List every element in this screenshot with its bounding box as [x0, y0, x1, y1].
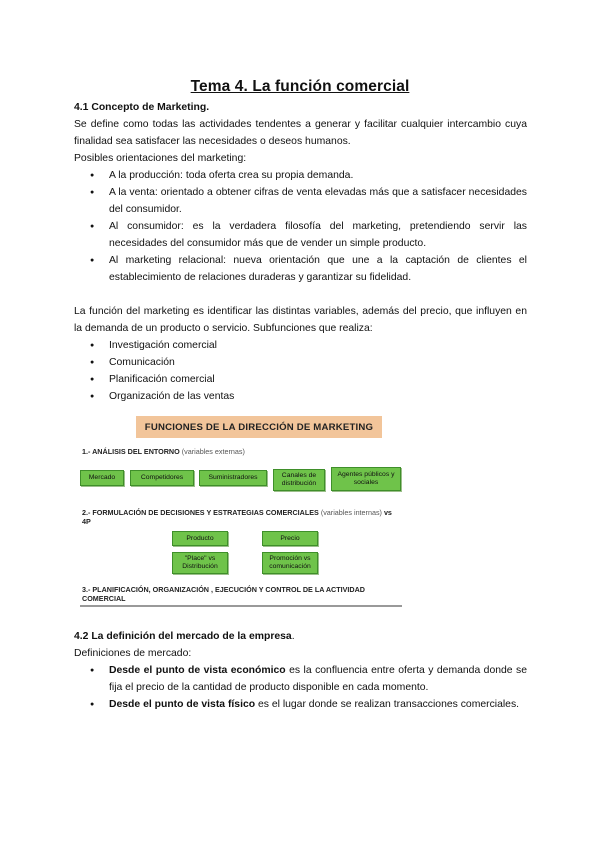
list-item: ● Comunicación — [74, 354, 527, 371]
diagram-box-mercado: Mercado — [80, 470, 124, 486]
section-2-heading: 4.2 La definición del mercado de la empresa. — [74, 631, 295, 642]
diagram-box-place: "Place" vs Distribución — [172, 552, 228, 574]
orientations-intro: Posibles orientaciones del marketing: — [74, 153, 247, 164]
diagram-box-competidores: Competidores — [130, 470, 194, 486]
diagram-box-producto: Producto — [172, 531, 228, 546]
marketing-definition: Se define como todas las actividades tendentes a generar y facilitar cualquier intercambio cuya finalidad sea satisfacer las necesidades o deseos humanos. — [74, 119, 527, 147]
subfunctions-list — [74, 337, 527, 405]
diagram-box-promocion: Promoción vs comunicación — [262, 552, 318, 574]
diagram-section-1-title: 1.- ANÁLISIS DEL ENTORNO (variables externas) — [82, 447, 245, 456]
section-1-heading: 4.1 Concepto de Marketing. — [74, 102, 210, 113]
page-title: Tema 4. La función comercial — [190, 78, 410, 95]
list-item: ● Al marketing relacional: nueva orientación que une a la captación de clientes el establecimiento de relaciones duraderas y garantizar su fidelidad. — [74, 252, 527, 286]
diagram-box-suministradores: Suministradores — [199, 470, 267, 486]
diagram-box-canales: Canales de distribución — [273, 469, 325, 491]
list-item: ● Planificación comercial — [74, 371, 527, 388]
list-item: ● Organización de las ventas — [74, 388, 527, 405]
marketing-functions-diagram — [80, 412, 402, 608]
list-item: ● A la venta: orientado a obtener cifras de venta elevadas más que a satisfacer necesidades del consumidor. — [74, 184, 527, 218]
diagram-section-3-title: 3.- PLANIFICACIÓN, ORGANIZACIÓN , EJECUCIÓN Y CONTROL DE LA ACTIVIDAD COMERCIAL — [82, 585, 365, 603]
orientations-list — [74, 167, 527, 286]
list-item: ● Desde el punto de vista físico es el lugar donde se realizan transacciones comerciales. — [74, 696, 527, 713]
list-item: ● Desde el punto de vista económico es la confluencia entre oferta y demanda donde se fija el precio de la cantidad de producto disponible en cada momento. — [74, 662, 527, 696]
diagram-banner: FUNCIONES DE LA DIRECCIÓN DE MARKETING — [136, 416, 382, 438]
diagram-box-precio: Precio — [262, 531, 318, 546]
diagram-section-2-title: 2.- FORMULACIÓN DE DECISIONES Y ESTRATEGIAS COMERCIALES (variables internas) vs 4P — [82, 508, 392, 526]
diagram-divider — [80, 605, 402, 607]
market-definitions-list — [74, 662, 527, 713]
marketing-function-text: La función del marketing es identificar las distintas variables, además del precio, que influyen en la demanda de un producto o servicio. Subfunciones que realiza: — [74, 306, 527, 334]
list-item: ● Al consumidor: es la verdadera filosofía del marketing, pretendiendo servir las necesidades del consumidor más que de vender un simple producto. — [74, 218, 527, 252]
market-definitions-intro: Definiciones de mercado: — [74, 648, 192, 659]
diagram-box-agentes: Agentes públicos y sociales — [331, 467, 401, 491]
list-item: ● Investigación comercial — [74, 337, 527, 354]
list-item: ● A la producción: toda oferta crea su propia demanda. — [74, 167, 527, 184]
